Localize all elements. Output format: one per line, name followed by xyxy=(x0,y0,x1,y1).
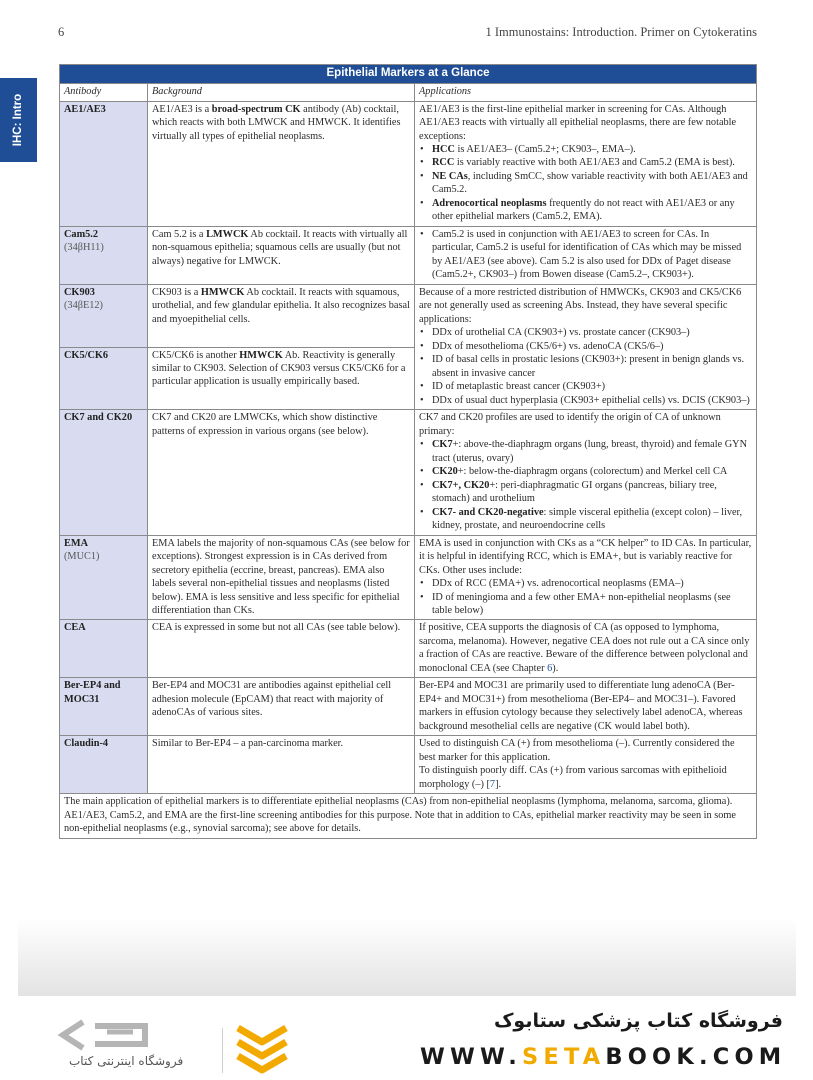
list-item xyxy=(432,353,752,380)
list-item-text: DDx of mesothelioma (CK5/6+) vs. adenoCA (CK5/6–) xyxy=(432,340,664,352)
list-item-text: +: above-the-diaphragm organs (lung, breast, thyroid) and female GYN tract (uterus, ovary) xyxy=(432,439,748,464)
list-item xyxy=(432,506,752,533)
background-cell: CEA is expressed in some but not all CAs (see table below). xyxy=(148,620,415,678)
list-item xyxy=(432,143,752,156)
logo-caption: فروشگاه اینترنتی کتاب xyxy=(69,1054,184,1068)
list-item-emphasis: CK7- and CK20-negative xyxy=(432,506,544,518)
antibody-name: AE1/AE3 xyxy=(64,103,106,115)
antibody-name: CK7 and CK20 xyxy=(64,412,133,424)
antibody-cell xyxy=(60,620,148,678)
page-number: 6 xyxy=(58,25,65,39)
applications-intro: EMA is used in conjunction with CKs as a “CK helper” to ID CAs. In particular, it is helpful in identifying RCC, which is EMA+, but is variably reactive for CKs. Other uses include: xyxy=(419,537,752,576)
applications-cell xyxy=(415,410,757,535)
list-item xyxy=(432,479,752,506)
list-item-text: Cam5.2 is used in conjunction with AE1/AE3 to screen for CAs. In particular, Cam5.2 is useful for identification of CAs which may be missed by AE1/AE3 (see above). Cam 5.2 is also used for DDx of Paget disease (Cam5.2+, CK903–) from Bowen disease (Cam5.2–, CK903+). xyxy=(432,228,742,281)
list-item-text: , including SmCC, show variable reactivity with both AE1/AE3 and Cam5.2. xyxy=(432,170,748,196)
background-cell xyxy=(148,101,415,226)
column-header-applications: Applications xyxy=(415,84,757,101)
chevron-down-icon xyxy=(232,1022,292,1078)
list-item-emphasis: HCC xyxy=(432,144,455,155)
section-tab xyxy=(0,78,37,162)
background-text: antibody (Ab) cocktail, which reacts with both LMWCK and HMWCK. It identifies virtually all types of epithelial neoplasms. xyxy=(152,103,401,142)
antibody-cell xyxy=(60,736,148,794)
applications-cell: Ber-EP4 and MOC31 are primarily used to differentiate lung adenoCA (Ber-EP4+ and MOC31+) from mesothelioma (Ber-EP4– and MOC31–). Favored markers in effusion cytology because they selectively label adenoCA, whereas background mesothelial cells are negative (CK would label both). xyxy=(415,678,757,736)
background-text: Ab. Reactivity is generally similar to CK903. Selection of CK903 versus CK5/CK6 for a particular application is usually empirically based. xyxy=(152,349,406,388)
background-emphasis: HMWCK xyxy=(200,286,245,298)
list-item xyxy=(432,197,752,224)
applications-text: ]. xyxy=(495,778,502,790)
background-text: AE1/AE3 is a xyxy=(152,103,212,115)
antibody-name: EMA xyxy=(64,537,89,549)
list-item-text: +: below-the-diaphragm organs (colorectum) and Merkel cell CA xyxy=(457,466,728,478)
applications-cell xyxy=(415,736,757,794)
table-row xyxy=(60,410,757,535)
applications-list xyxy=(419,438,752,532)
list-item-text: DDx of usual duct hyperplasia (CK903+ epithelial cells) vs. DCIS (CK903–) xyxy=(432,394,750,406)
background-text: Ab cocktail. It reacts with squamous, urothelial, and few glandular epithelia. It also recognizes basal and myoepithelial cells. xyxy=(152,286,410,325)
reference-link[interactable]: 7 xyxy=(489,778,496,790)
list-item xyxy=(432,228,752,282)
applications-intro: CK7 and CK20 profiles are used to identify the origin of CA of unknown primary: xyxy=(419,412,721,437)
applications-text: If positive, CEA supports the diagnosis of CA (as opposed to lymphoma, sarcoma, melanoma). However, negative CEA does not rule out a CA since only a fraction of CAs are reactive. Beware of the difference between polyclonal and monoclonal CEA (see Chapter xyxy=(419,622,750,674)
list-item xyxy=(432,156,752,169)
list-item-emphasis: CK7+, CK20 xyxy=(432,479,490,491)
list-item xyxy=(432,340,752,353)
footnote-row xyxy=(60,794,757,838)
applications-cell xyxy=(415,284,757,409)
applications-cell xyxy=(415,226,757,284)
applications-list xyxy=(419,577,752,617)
applications-text xyxy=(419,764,752,791)
applications-list xyxy=(419,143,752,224)
applications-intro: Because of a more restricted distribution of HMWCKs, CK903 and CK5/CK6 are not generally used as screening Abs. Instead, they have several specific applications: xyxy=(419,286,742,325)
list-item xyxy=(432,465,752,478)
column-header-antibody: Antibody xyxy=(60,84,148,101)
footer-gradient-band xyxy=(18,918,796,996)
list-item-emphasis: RCC xyxy=(432,157,455,169)
background-emphasis: LMWCK xyxy=(206,228,249,240)
background-text: Ab cocktail. It reacts with virtually all non-squamous epithelia; squamous cells are usually (but not always) negative for LMWCK. xyxy=(152,228,408,267)
table-row xyxy=(60,226,757,284)
list-item-text: DDx of RCC (EMA+) vs. adrenocortical neoplasms (EMA–) xyxy=(432,578,684,590)
background-cell: Similar to Ber-EP4 – a pan-carcinoma marker. xyxy=(148,736,415,794)
antibody-cell xyxy=(60,284,148,347)
antibody-name: Cam5.2 xyxy=(64,228,99,240)
background-cell xyxy=(148,284,415,347)
url-accent: SETA xyxy=(521,1044,606,1070)
applications-text: To distinguish poorly diff. CAs (+) from various sarcomas with epithelioid morphology (–) [ xyxy=(419,765,727,790)
background-emphasis: broad-spectrum CK xyxy=(211,103,301,115)
applications-list xyxy=(419,228,752,282)
antibody-name: CK903 xyxy=(64,286,95,298)
list-item-emphasis: Adrenocortical neoplasms xyxy=(432,197,547,209)
column-header-background: Background xyxy=(148,84,415,101)
background-text: CK903 is a xyxy=(152,286,201,298)
table-title: Epithelial Markers at a Glance xyxy=(60,65,757,84)
list-item-text: ID of metaplastic breast cancer (CK903+) xyxy=(432,381,606,393)
background-cell: Ber-EP4 and MOC31 are antibodies against epithelial cell adhesion molecule (EpCAM) that react with majority of adenoCAs of various sites. xyxy=(148,678,415,736)
table-row xyxy=(60,678,757,736)
antibody-cell xyxy=(60,226,148,284)
logo-divider xyxy=(222,1028,223,1073)
list-item xyxy=(432,326,752,339)
antibody-cell xyxy=(60,678,148,736)
list-item-emphasis: CK7 xyxy=(432,439,453,451)
list-item-emphasis: CK20 xyxy=(432,466,458,478)
url-prefix: WWW. xyxy=(420,1044,522,1070)
table-footnote: The main application of epithelial markers is to differentiate epithelial neoplasms (CAs) from non-epithelial neoplasms (lymphoma, melanoma, sarcoma, glioma). AE1/AE3, Cam5.2, and EMA are the first-line screening antibodies for this purpose. Note that in addition to CAs, epithelial marker reactivity may be seen in some non-epithelial neoplasms (e.g., synovial sarcoma); see above for details. xyxy=(60,794,757,838)
antibody-name: Claudin-4 xyxy=(64,738,109,750)
antibody-cell xyxy=(60,101,148,226)
table-row xyxy=(60,284,757,347)
chapter-link[interactable]: 6 xyxy=(547,662,553,674)
antibody-name: Ber-EP4 and MOC31 xyxy=(64,680,121,705)
list-item xyxy=(432,591,752,618)
table-row xyxy=(60,620,757,678)
setabook-logo-mark xyxy=(55,1018,155,1052)
applications-list xyxy=(419,326,752,407)
table-row xyxy=(60,101,757,226)
list-item-text: +: peri-diaphragmatic GI organs (pancreas, biliary tree, stomach) and urothelium xyxy=(432,479,717,505)
table-title-row xyxy=(60,65,757,84)
background-text: Cam 5.2 is a xyxy=(152,228,207,240)
antibody-name: CK5/CK6 xyxy=(64,349,109,361)
list-item-emphasis: NE CAs xyxy=(432,170,468,182)
list-item xyxy=(432,380,752,393)
antibody-name: CEA xyxy=(64,622,86,634)
applications-text: Used to distinguish CA (+) from mesothelioma (–). Currently considered the best marker for this application. xyxy=(419,738,735,763)
antibody-cell xyxy=(60,410,148,535)
background-emphasis: HMWCK xyxy=(239,349,283,361)
url-suffix: BOOK.COM xyxy=(605,1044,787,1070)
background-cell: CK7 and CK20 are LMWCKs, which show distinctive patterns of expression in various organs (see below). xyxy=(148,410,415,535)
shop-name: فروشگاه کتاب پزشکی ستابوک xyxy=(493,1010,783,1032)
background-cell xyxy=(148,347,415,410)
section-tab-label: IHC: Intro xyxy=(12,93,25,147)
shop-url[interactable] xyxy=(420,1044,786,1070)
table-row xyxy=(60,736,757,794)
list-item-text: : simple visceral epithelia (except colon) – liver, kidney, prostate, and neuroendocrine cells xyxy=(432,506,743,532)
list-item xyxy=(432,438,752,465)
applications-cell xyxy=(415,620,757,678)
background-cell xyxy=(148,226,415,284)
antibody-alias: (MUC1) xyxy=(64,551,100,563)
antibody-cell xyxy=(60,347,148,410)
list-item-text: DDx of urothelial CA (CK903+) vs. prostate cancer (CK903–) xyxy=(432,327,690,339)
list-item-text: ID of meningioma and a few other EMA+ non-epithelial neoplasms (see table below) xyxy=(432,591,731,616)
epithelial-markers-table xyxy=(59,64,757,839)
list-item xyxy=(432,577,752,590)
setabook-logo xyxy=(55,1018,205,1078)
list-item-text: is AE1/AE3– (Cam5.2+; CK903–, EMA–). xyxy=(454,144,636,155)
list-item-text: is variably reactive with both AE1/AE3 and Cam5.2 (EMA is best). xyxy=(454,157,735,169)
table-row xyxy=(60,535,757,620)
background-cell: EMA labels the majority of non-squamous CAs (see below for exceptions). Strongest expression is in CAs derived from secretory epithelia (eccrine, breast, pancreas). EMA also labels several non-epithelial tissues and neoplasms (listed below). EMA is less sensitive and less specific for epithelial differentiation than CKs. xyxy=(148,535,415,620)
applications-text: ). xyxy=(552,662,559,674)
list-item-text: frequently do not react with AE1/AE3 or any other epithelial markers (Cam5.2, EMA). xyxy=(432,197,735,223)
antibody-alias: (34βE12) xyxy=(64,300,103,312)
antibody-cell xyxy=(60,535,148,620)
column-header-row xyxy=(60,84,757,101)
antibody-alias: (34βH11) xyxy=(64,242,104,254)
applications-cell xyxy=(415,535,757,620)
background-text: CK5/CK6 is another xyxy=(152,349,240,361)
list-item-text: ID of basal cells in prostatic lesions (CK903+): present in benign glands vs. absent in invasive cancer xyxy=(432,354,745,379)
applications-cell xyxy=(415,101,757,226)
applications-intro: AE1/AE3 is the first-line epithelial marker in screening for CAs. Although AE1/AE3 reacts with virtually all epithelial neoplasms, there are few notable exceptions: xyxy=(419,103,737,142)
running-head: 1 Immunostains: Introduction. Primer on Cytokeratins xyxy=(485,25,757,39)
list-item xyxy=(432,394,752,407)
list-item xyxy=(432,170,752,197)
